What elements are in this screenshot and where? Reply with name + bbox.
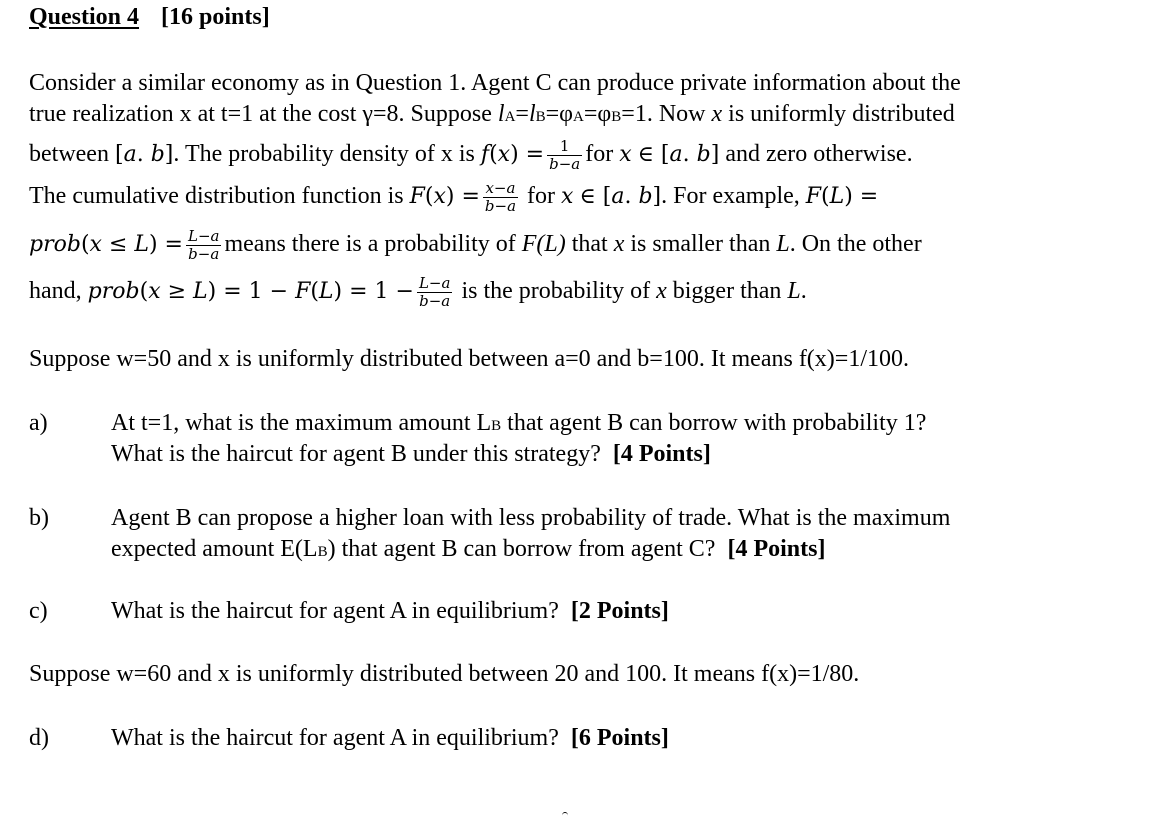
part-b-points: [4 Points]	[727, 536, 826, 562]
part-c-text: What is the haircut for agent A in equilibrium? [2 Points]	[111, 598, 669, 624]
part-a-points: [4 Points]	[612, 441, 711, 467]
part-b-line-1: Agent B can propose a higher loan with less probability of trade. What is the maximum	[111, 505, 951, 531]
part-c-label: c)	[29, 598, 48, 624]
setup-2: Suppose w=60 and x is uniformly distributed between 20 and 100. It means f(x)=1/80.	[29, 661, 860, 687]
part-d-points: [6 Points]	[570, 725, 669, 751]
question-header	[29, 4, 270, 31]
part-b-line-2: expected amount E(LB) that agent B can borrow from agent C? [4 Points]	[111, 536, 826, 562]
part-a-line-1: At t=1, what is the maximum amount LB that agent B can borrow with probability 1?	[111, 410, 927, 436]
question-points: [16 points]	[161, 4, 270, 30]
intro-line-4: The cumulative distribution function is F(x) = $\frac{x-a}{b-a}$ for x ∈ [a. b]. For example, F(L) =	[29, 179, 879, 215]
part-d-text: What is the haircut for agent A in equilibrium? [6 Points]	[111, 725, 669, 751]
part-b-label: b)	[29, 505, 49, 531]
page-edge-mark	[562, 812, 568, 819]
intro-line-5: prob(x ≤ L) = $\frac{L-a}{b-a}$ means there is a probability of F(L) that x is smaller than L. On the other	[29, 227, 922, 263]
intro-line-1: Consider a similar economy as in Question 1. Agent C can produce private information about the	[29, 70, 961, 96]
intro-line-2: true realization x at t=1 at the cost γ=8. Suppose lA=lB=φA=φB=1. Now x is uniformly distributed	[29, 101, 955, 127]
part-a-label: a)	[29, 410, 48, 436]
setup-1: Suppose w=50 and x is uniformly distributed between a=0 and b=100. It means f(x)=1/100.	[29, 346, 909, 372]
intro-line-6: hand, prob(x ≥ L) = 1 − F(L) = 1 − $\frac{L-a}{b-a}$ is the probability of x bigger than L.	[29, 274, 807, 310]
part-a-line-2: What is the haircut for agent B under this strategy? [4 Points]	[111, 441, 711, 467]
intro-line-3: between [a. b]. The probability density of x is f(x) = $\frac{1}{b-a}$ for x ∈ [a. b] and zero otherwise.	[29, 137, 913, 173]
part-d-label: d)	[29, 725, 49, 751]
question-number: Question 4	[29, 4, 140, 30]
part-c-points: [2 Points]	[570, 598, 669, 624]
